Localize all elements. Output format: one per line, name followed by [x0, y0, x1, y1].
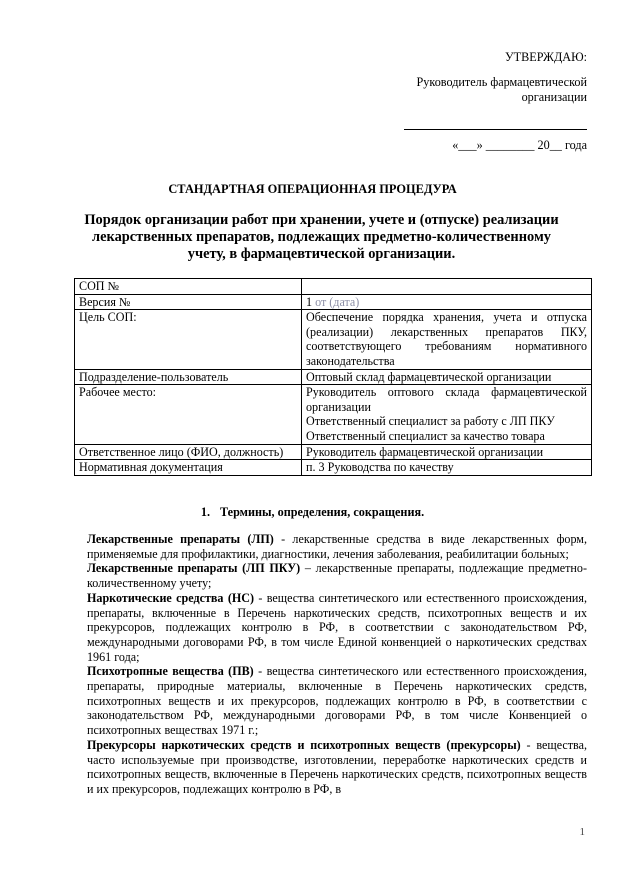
table-row — [75, 369, 592, 385]
term-definition: - вещества синтетического или естественного происхождения, препараты, природные материалы, включенные в Перечень наркотических средств, психотропных веществ и их прекурсоров, подлежащих контролю в РФ, в соответствии с законодательством РФ, международными договорами РФ, в том числе Конвенцией о психотропных веществах 1971 г.; — [87, 664, 587, 738]
row-value: п. 3 Руководства по качеству — [302, 460, 592, 476]
section-heading — [0, 505, 625, 520]
approval-heading: УТВЕРЖДАЮ: — [505, 50, 587, 64]
term-name: Психотропные вещества (ПВ) — [87, 664, 254, 679]
section-title: Термины, определения, сокращения. — [220, 505, 425, 519]
term-definition: - вещества синтетического или естественного происхождения, препараты, включенные в Перечень наркотических средств, психотропных веществ и их прекурсоров, подлежащих контролю в РФ, в соответствии с законодательством РФ, международными договорами РФ, в том числе Единой конвенцией о наркотических средствах 1961 года; — [87, 590, 587, 664]
version-date-hint: от (дата) — [312, 294, 360, 309]
approver-role-line1: Руководитель фармацевтической — [416, 75, 587, 89]
term-definition: – лекарственные препараты, подлежащие предметно-количественному учету; — [87, 561, 587, 591]
sop-info-table — [74, 278, 592, 476]
version-number: 1 — [306, 294, 313, 309]
row-value — [302, 279, 592, 295]
term-name: Лекарственные препараты (ЛП) — [87, 532, 274, 546]
list-item — [87, 561, 587, 590]
term-definition: - лекарственные средства в виде лекарственных форм, применяемые для профилактики, диагностики, лечения заболевания, реабилитации больных; — [87, 532, 587, 561]
term-name: Лекарственные препараты (ЛП ПКУ) — [87, 561, 301, 576]
row-label: Цель СОП: — [75, 310, 302, 369]
table-row — [75, 460, 592, 476]
row-value: Руководитель фармацевтической организации — [302, 444, 592, 460]
table-row — [75, 444, 592, 460]
table-row — [75, 294, 592, 310]
section-number: 1. — [200, 505, 211, 519]
list-item — [87, 532, 587, 561]
list-item — [87, 591, 587, 665]
row-value — [302, 385, 592, 444]
row-label: СОП № — [75, 279, 302, 295]
table-row — [75, 310, 592, 369]
terms-list — [87, 532, 587, 797]
row-value: Обеспечение порядка хранения, учета и отпуска (реализации) лекарственных препаратов ПКУ, соответствующего требованиям нормативного законодательства — [302, 310, 592, 369]
table-row — [75, 385, 592, 444]
document-type: СТАНДАРТНАЯ ОПЕРАЦИОННАЯ ПРОЦЕДУРА — [168, 182, 457, 196]
row-label: Нормативная документация — [75, 460, 302, 476]
page-number: 1 — [579, 826, 585, 838]
row-label: Ответственное лицо (ФИО, должность) — [75, 444, 302, 460]
approval-block — [367, 50, 587, 153]
workplace-line: Руководитель оптового склада фармацевтической организации — [306, 385, 587, 414]
row-label: Версия № — [75, 294, 302, 310]
workplace-line: Ответственный специалист за качество товара — [306, 428, 545, 443]
row-label: Подразделение-пользователь — [75, 369, 302, 385]
table-row — [75, 279, 592, 295]
term-name: Наркотические средства (НС) — [87, 590, 255, 605]
approver-role-line2: организации — [521, 90, 587, 104]
approval-date-line: «___» ________ 20__ года — [452, 138, 587, 152]
row-label: Рабочее место: — [75, 385, 302, 444]
row-value: Оптовый склад фармацевтической организации — [302, 369, 592, 385]
term-name: Прекурсоры наркотических средств и психотропных веществ (прекурсоры) — [87, 737, 521, 752]
term-definition: - вещества, часто используемые при производстве, изготовлении, переработке наркотических средств и психотропных веществ, включенные в Перечень наркотических средств, психотропных веществ и их прекурсоров, подлежащих контролю в РФ, в — [87, 737, 587, 796]
document-title: Порядок организации работ при хранении, учете и (отпуске) реализации лекарственных препаратов, подлежащих предметно-количественному учету, в фармацевтической организации. — [84, 212, 559, 262]
workplace-line: Ответственный специалист за работу с ЛП ПКУ — [306, 414, 555, 429]
row-value — [302, 294, 592, 310]
list-item — [87, 664, 587, 738]
signature-line — [404, 109, 587, 130]
list-item — [87, 738, 587, 797]
